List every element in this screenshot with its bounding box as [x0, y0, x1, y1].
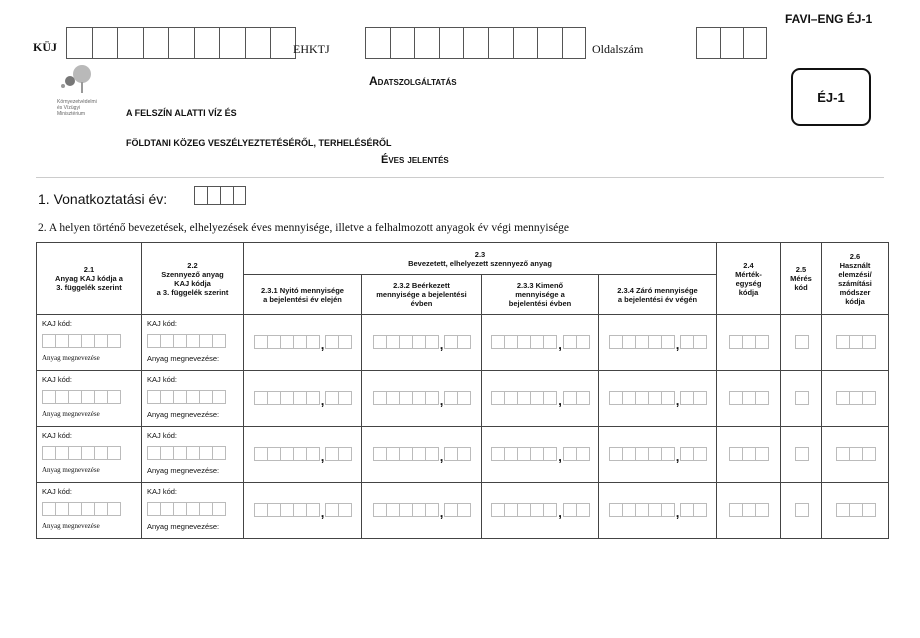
substance-name-label: Anyag megnevezése: [42, 354, 100, 362]
outgoing-quantity-boxes[interactable]: ,: [482, 334, 598, 352]
form-subtitle-1: A FELSZÍN ALATTI VÍZ ÉS: [126, 108, 237, 118]
substance-name-label: Anyag megnevezése:: [147, 354, 220, 363]
opening-quantity-boxes[interactable]: ,: [244, 446, 361, 464]
page-number-label: Oldalszám: [592, 42, 644, 56]
opening-quantity-boxes[interactable]: ,: [244, 334, 361, 352]
kaj-code-label: KAJ kód:: [42, 319, 73, 328]
kaj-code-boxes[interactable]: [42, 444, 137, 462]
measurement-code-box[interactable]: [781, 390, 821, 408]
unit-code-boxes[interactable]: [717, 390, 780, 408]
table-row: [37, 315, 889, 371]
unit-code-boxes[interactable]: [717, 334, 780, 352]
kaj-code-label: KAJ kód:: [147, 487, 178, 496]
reference-year-boxes[interactable]: [194, 186, 246, 205]
closing-quantity-boxes[interactable]: ,: [599, 502, 716, 520]
table-row: [37, 371, 889, 427]
incoming-quantity-boxes[interactable]: ,: [362, 502, 481, 520]
form-code: FAVI–ENG ÉJ-1: [785, 12, 873, 26]
substance-name-label: Anyag megnevezése: [42, 466, 100, 474]
reference-year-label: 1. Vonatkoztatási év:: [38, 191, 168, 207]
ministry-logo-icon: [60, 64, 100, 94]
measurement-code-box[interactable]: [781, 502, 821, 520]
sub-header-opening: 2.3.1 Nyitó mennyisége a bejelentési év elején: [244, 275, 362, 315]
closing-quantity-boxes[interactable]: ,: [599, 446, 716, 464]
unit-code-boxes[interactable]: [717, 446, 780, 464]
form-badge: [791, 68, 871, 126]
pollutant-code-boxes[interactable]: [147, 500, 239, 518]
ministry-name: Környezetvédelmi és Vízügyi Minisztérium: [57, 99, 97, 117]
sub-header-closing: 2.3.4 Záró mennyisége a bejelentési év végén: [599, 275, 717, 315]
pollutant-code-boxes[interactable]: [147, 388, 239, 406]
form-subtitle-2: FÖLDTANI KÖZEG VESZÉLYEZTETÉSÉRŐL, TERHELÉSÉRŐL: [126, 138, 392, 148]
ehktj-label: EHKTJ: [293, 42, 330, 56]
ehktj-input-boxes[interactable]: [365, 27, 586, 59]
form-subtitle-3: Éves jelentés: [381, 154, 449, 166]
col-header-pollutant-code: 2.2 Szennyező anyag KAJ kódja a 3. függelék szerint: [142, 243, 244, 315]
col-header-group: 2.3 Bevezetett, elhelyezett szennyező anyag: [244, 243, 717, 275]
substance-name-label: Anyag megnevezése:: [147, 466, 220, 475]
sub-header-incoming: 2.3.2 Beérkezett mennyisége a bejelentési évben: [362, 275, 482, 315]
incoming-quantity-boxes[interactable]: ,: [362, 390, 481, 408]
measurement-code-box[interactable]: [781, 334, 821, 352]
form-title: Adatszolgáltatás: [369, 74, 457, 88]
substance-name-label: Anyag megnevezése: [42, 522, 100, 530]
kaj-code-label: KAJ kód:: [42, 431, 73, 440]
substance-name-label: Anyag megnevezése:: [147, 522, 220, 531]
kuj-input-boxes[interactable]: [66, 27, 296, 59]
form-badge-text: ÉJ-1: [817, 89, 845, 105]
closing-quantity-boxes[interactable]: ,: [599, 334, 716, 352]
kaj-code-label: KAJ kód:: [42, 487, 73, 496]
header-divider: [36, 177, 884, 178]
col-header-measurement: 2.5 Mérés kód: [781, 243, 822, 315]
kuj-label: KÜJ: [33, 40, 57, 54]
kaj-code-label: KAJ kód:: [147, 319, 178, 328]
section-2-label: 2. A helyen történő bevezetések, elhelyezések éves mennyisége, illetve a felhalmozott anyagok év végi mennyisége: [38, 222, 570, 234]
substance-name-label: Anyag megnevezése: [42, 410, 100, 418]
kaj-code-boxes[interactable]: [42, 500, 137, 518]
outgoing-quantity-boxes[interactable]: ,: [482, 390, 598, 408]
col-header-method: 2.6 Használt elemzési/ számítási módszer kódja: [822, 243, 889, 315]
kaj-code-boxes[interactable]: [42, 332, 137, 350]
method-code-boxes[interactable]: [822, 390, 888, 408]
table-row: [37, 427, 889, 483]
incoming-quantity-boxes[interactable]: ,: [362, 446, 481, 464]
pollutant-code-boxes[interactable]: [147, 444, 239, 462]
kaj-code-boxes[interactable]: [42, 388, 137, 406]
substance-table: [36, 242, 889, 539]
method-code-boxes[interactable]: [822, 502, 888, 520]
opening-quantity-boxes[interactable]: ,: [244, 390, 361, 408]
method-code-boxes[interactable]: [822, 446, 888, 464]
table-row: [37, 483, 889, 539]
pollutant-code-boxes[interactable]: [147, 332, 239, 350]
kaj-code-label: KAJ kód:: [147, 431, 178, 440]
incoming-quantity-boxes[interactable]: ,: [362, 334, 481, 352]
page-number-boxes[interactable]: [696, 27, 767, 59]
measurement-code-box[interactable]: [781, 446, 821, 464]
col-header-kaj-code: 2.1 Anyag KAJ kódja a 3. függelék szerint: [37, 243, 142, 315]
outgoing-quantity-boxes[interactable]: ,: [482, 446, 598, 464]
sub-header-outgoing: 2.3.3 Kimenő mennyisége a bejelentési évben: [482, 275, 599, 315]
kaj-code-label: KAJ kód:: [147, 375, 178, 384]
substance-name-label: Anyag megnevezése:: [147, 410, 220, 419]
closing-quantity-boxes[interactable]: ,: [599, 390, 716, 408]
col-header-unit: 2.4 Mérték- egység kódja: [717, 243, 781, 315]
unit-code-boxes[interactable]: [717, 502, 780, 520]
outgoing-quantity-boxes[interactable]: ,: [482, 502, 598, 520]
method-code-boxes[interactable]: [822, 334, 888, 352]
kaj-code-label: KAJ kód:: [42, 375, 73, 384]
opening-quantity-boxes[interactable]: ,: [244, 502, 361, 520]
